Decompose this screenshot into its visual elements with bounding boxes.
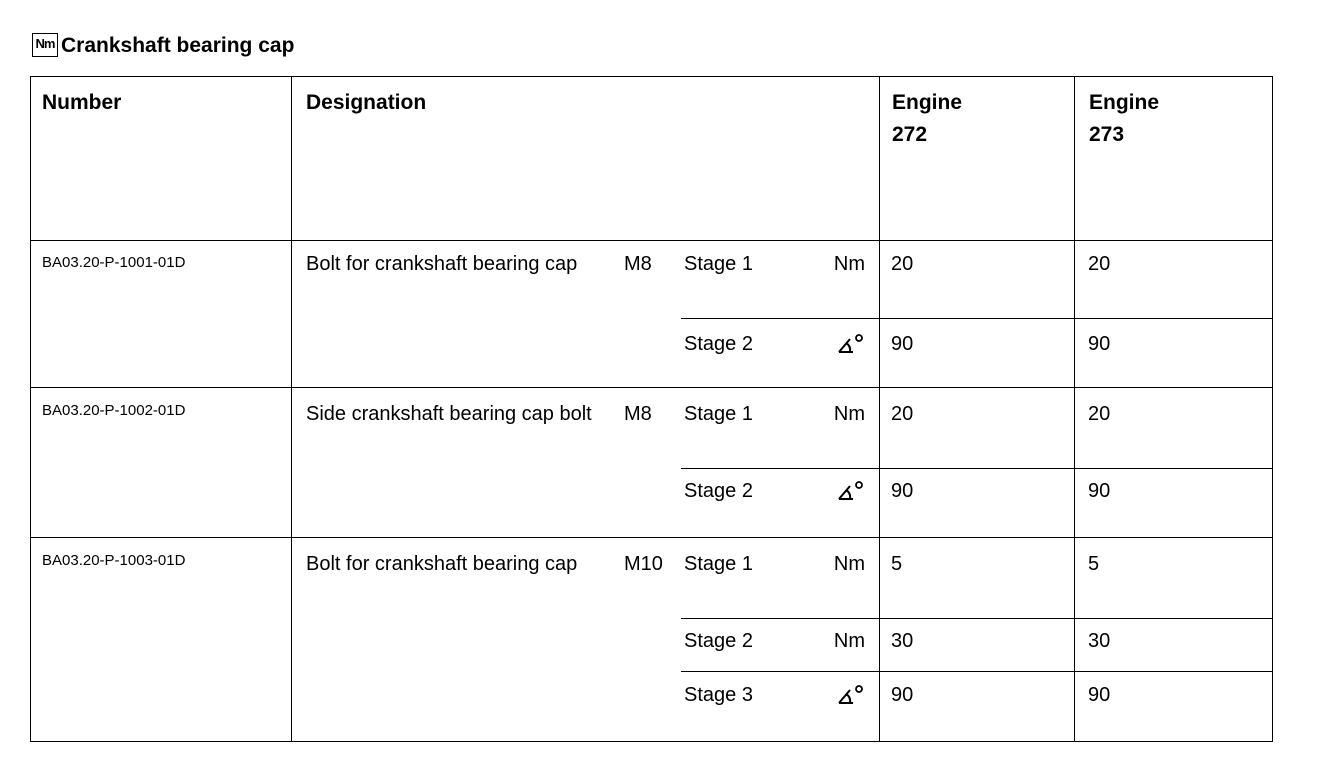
row-1-stage-1-label: Stage 1 [684,253,753,275]
page-title: Crankshaft bearing cap [61,34,295,57]
row-divider [30,387,1273,388]
row-2-stage-2-label: Stage 2 [684,480,753,502]
stage-divider [681,671,1273,672]
row-2-number: BA03.20-P-1002-01D [42,402,186,419]
column-divider [291,76,292,742]
stage-divider [681,318,1273,319]
row-3-number: BA03.20-P-1003-01D [42,552,186,569]
row-divider [30,537,1273,538]
row-3-stage-1-unit: Nm [833,553,865,575]
header-designation: Designation [306,91,427,114]
row-3-stage-3-e272: 90 [891,684,914,706]
row-3-designation: Bolt for crankshaft bearing cap [306,553,578,575]
header-engine-273-number: 273 [1089,123,1125,146]
header-number: Number [42,91,122,114]
row-1-designation: Bolt for crankshaft bearing cap [306,253,578,275]
row-2-stage-1-e272: 20 [891,403,914,425]
table-border-left [30,76,31,742]
page-title-container [32,33,294,59]
row-1-number: BA03.20-P-1001-01D [42,254,186,271]
row-1-thread: M8 [624,253,652,275]
nm-icon: Nm [32,33,58,57]
row-3-stage-3-label: Stage 3 [684,684,753,706]
row-2-thread: M8 [624,403,652,425]
row-3-stage-2-e272: 30 [891,630,914,652]
row-3-stage-1-e273: 5 [1088,553,1100,575]
row-1-stage-1-unit: Nm [833,253,865,275]
header-engine-273-label: Engine [1089,91,1160,114]
row-3-stage-3-e273: 90 [1088,684,1111,706]
row-1-stage-1-e273: 20 [1088,253,1111,275]
row-1-stage-2-e272: 90 [891,333,914,355]
row-3-stage-1-label: Stage 1 [684,553,753,575]
angle-degree-icon [836,683,866,714]
row-2-stage-2-e273: 90 [1088,480,1111,502]
row-2-stage-1-e273: 20 [1088,403,1111,425]
row-2-stage-1-unit: Nm [833,403,865,425]
column-divider [879,76,880,742]
row-2-stage-2-e272: 90 [891,480,914,502]
row-divider [30,240,1273,241]
row-3-stage-2-e273: 30 [1088,630,1111,652]
angle-degree-icon [836,332,866,363]
column-divider [1074,76,1075,742]
table-border-bottom [30,741,1273,742]
row-3-stage-2-unit: Nm [833,630,865,652]
header-engine-272-number: 272 [892,123,928,146]
table-border-top [30,76,1273,77]
row-2-designation: Side crankshaft bearing cap bolt [306,403,592,425]
row-3-thread: M10 [624,553,663,575]
row-2-stage-1-label: Stage 1 [684,403,753,425]
torque-table [30,76,1273,742]
stage-divider [681,468,1273,469]
row-1-stage-2-label: Stage 2 [684,333,753,355]
row-1-stage-1-e272: 20 [891,253,914,275]
header-engine-272-label: Engine [892,91,963,114]
row-3-stage-2-label: Stage 2 [684,630,753,652]
table-border-right [1272,76,1273,742]
row-1-stage-2-e273: 90 [1088,333,1111,355]
angle-degree-icon [836,479,866,510]
stage-divider [681,618,1273,619]
row-3-stage-1-e272: 5 [891,553,903,575]
